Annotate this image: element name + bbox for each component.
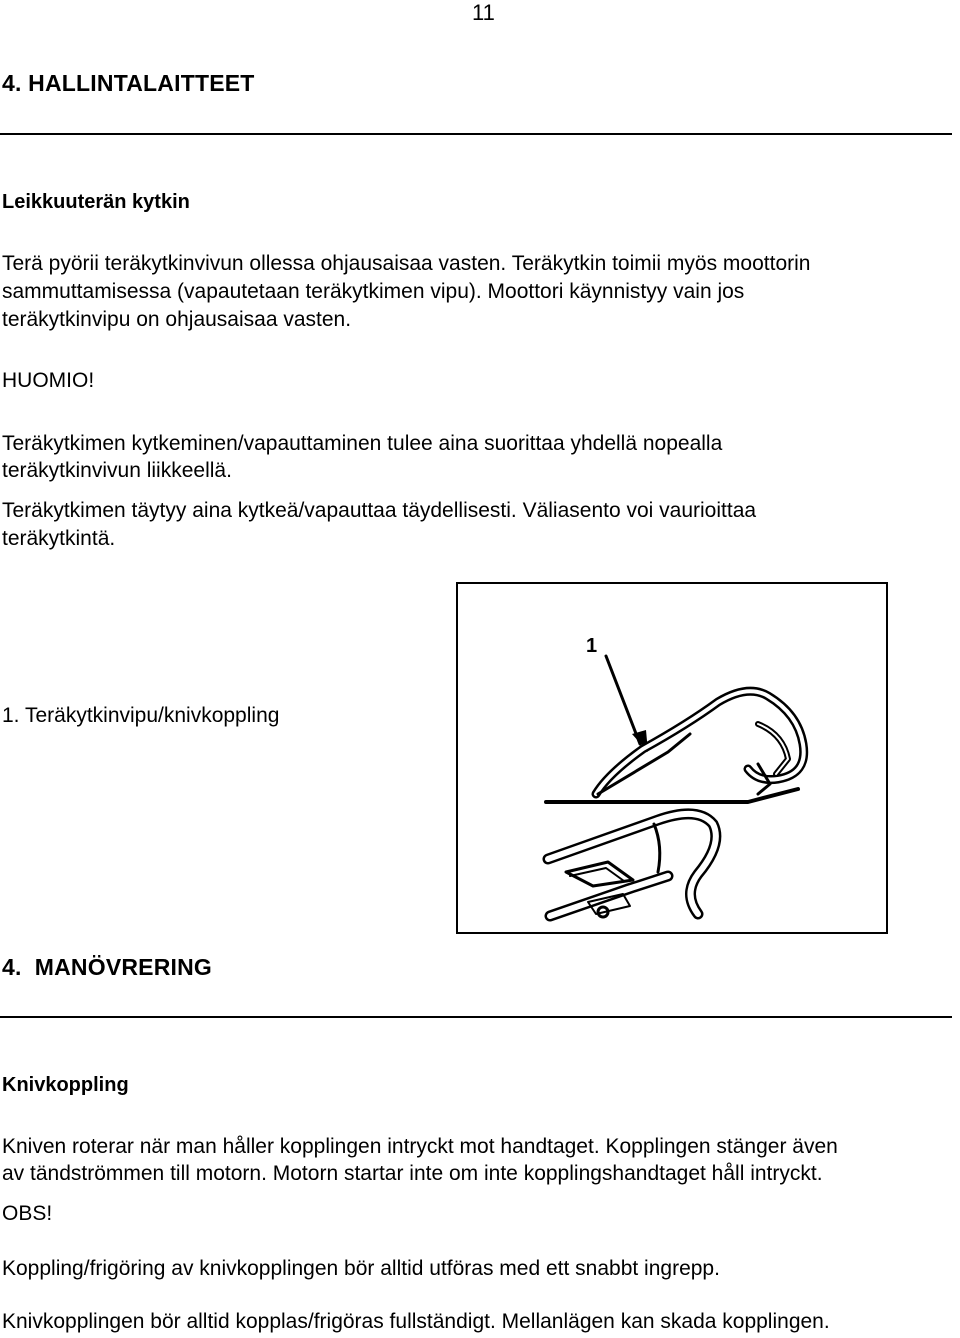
figure-caption: 1. Teräkytkinvipu/knivkoppling: [2, 704, 280, 727]
heading-rule: [0, 133, 952, 135]
paragraph-line: Koppling/frigöring av knivkopplingen bör alltid utföras med ett snabbt ingrepp.: [2, 1257, 720, 1280]
paragraph-line: teräkytkinvipu on ohjausaisaa vasten.: [2, 308, 352, 331]
paragraph-line: Kniven roterar när man håller kopplingen intryckt mot handtaget. Kopplingen stänger även: [2, 1135, 838, 1158]
paragraph-line: Knivkopplingen bör alltid kopplas/frigöras fullständigt. Mellanlägen kan skada kopplingen.: [2, 1310, 830, 1333]
heading-rule: [0, 1016, 952, 1018]
page-number: 11: [472, 0, 495, 25]
note-label-obs: OBS!: [2, 1202, 53, 1225]
lever-illustration: [456, 582, 888, 934]
subheading-knivkoppling: Knivkoppling: [2, 1074, 129, 1096]
paragraph-line: teräkytkintä.: [2, 527, 116, 550]
subheading-leikkuuteran-kytkin: Leikkuuterän kytkin: [2, 191, 190, 213]
section-heading-manovrering: 4. MANÖVRERING: [2, 954, 213, 980]
paragraph-line: Teräkytkimen kytkeminen/vapauttaminen tulee aina suorittaa yhdellä nopealla: [2, 432, 723, 455]
section-heading-hallintalaitteet: 4. HALLINTALAITTEET: [2, 70, 255, 96]
callout-arrow: [606, 656, 640, 744]
paragraph-line: sammuttamisessa (vapautetaan teräkytkimen vipu). Moottori käynnistyy vain jos: [2, 280, 745, 303]
handle-lever-drawing: [458, 584, 886, 932]
paragraph-line: Terä pyörii teräkytkinvivun ollessa ohjausaisaa vasten. Teräkytkin toimii myös moottorin: [2, 252, 811, 275]
note-label-huomio: HUOMIO!: [2, 369, 95, 392]
callout-number: 1: [586, 635, 598, 657]
paragraph-line: teräkytkinvivun liikkeellä.: [2, 459, 232, 482]
paragraph-line: av tändströmmen till motorn. Motorn startar inte om inte kopplingshandtaget håll intryckt.: [2, 1162, 823, 1185]
paragraph-line: Teräkytkimen täytyy aina kytkeä/vapauttaa täydellisesti. Väliasento voi vaurioittaa: [2, 499, 757, 522]
